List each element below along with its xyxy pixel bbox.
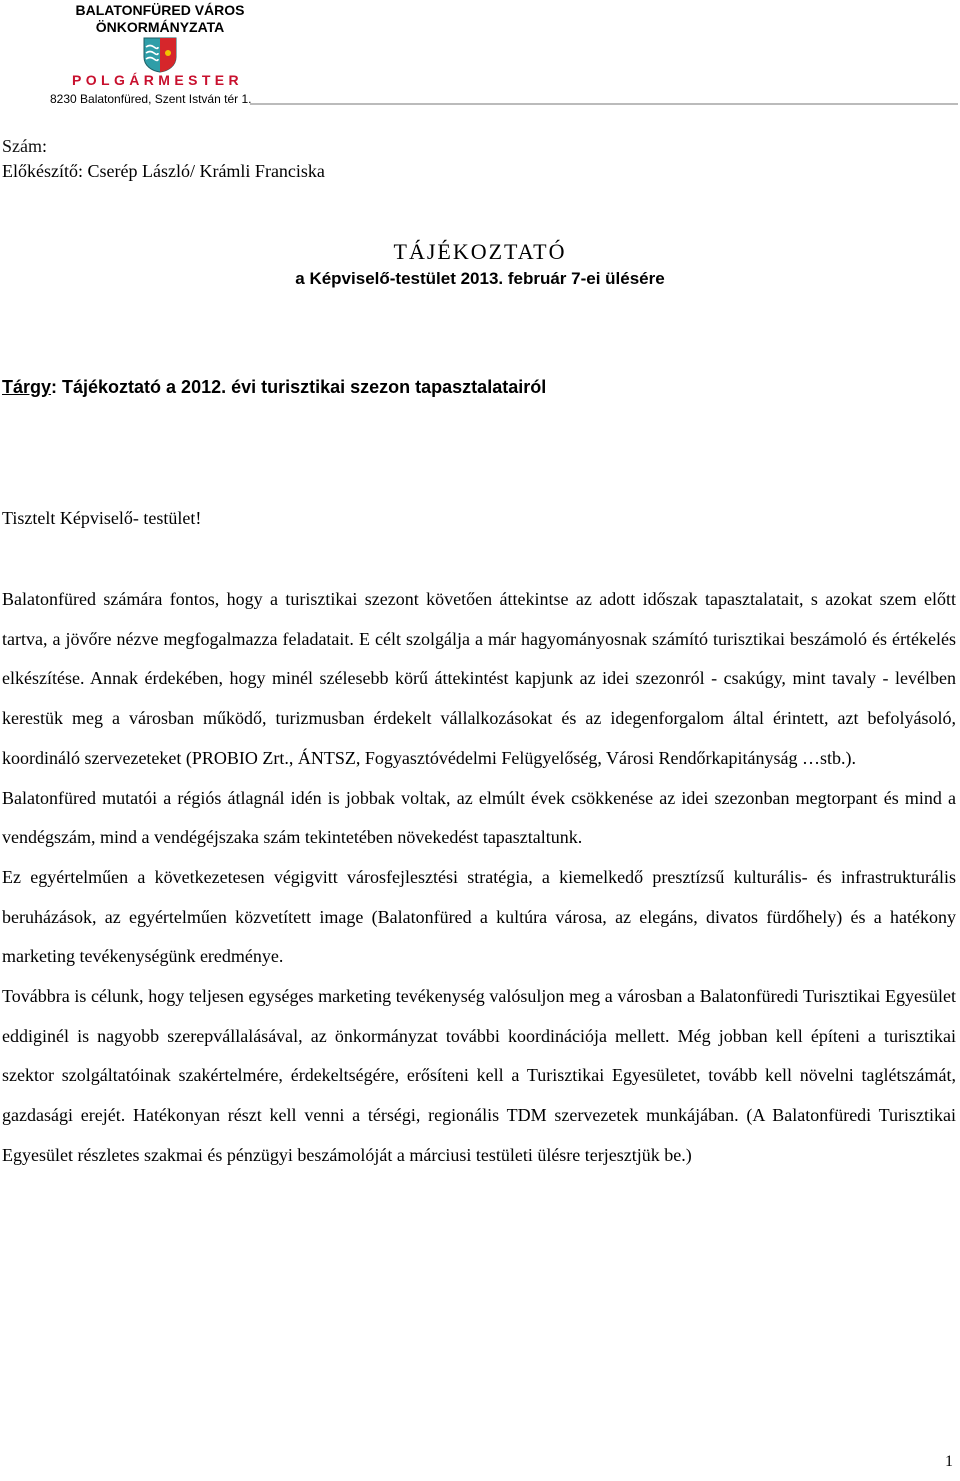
document-heading bbox=[0, 238, 960, 292]
preparer-label: Előkészítő bbox=[2, 161, 78, 181]
municipality-name-line2: ÖNKORMÁNYZATA bbox=[95, 19, 225, 35]
paragraph: Balatonfüred számára fontos, hogy a turisztikai szezont követően áttekintse az adott időszak tapasztalatait, s azokat szem előtt tartva, a jövőre nézve megfogalmazza feladatait. E célt szolgálja a már hagyományosnak számító turisztikai beszámoló és értékelés elkészítése. Annak érdekében, hogy minél szélesebb körű áttekintést kapjunk az idei szezonról - csakúgy, mint tavaly - levélben kerestük meg a városban működő, turizmusban érdekelt vállalkozásokat és az idegenforgalom által érintett, azt befolyásoló, koordináló szervezeteket (PROBIO Zrt., ÁNTSZ, Fogyasztóvédelmi Felügyelőség, Városi Rendőrkapitányság …stb.). bbox=[2, 589, 956, 768]
paragraph: Továbbra is célunk, hogy teljesen egységes marketing tevékenység valósuljon meg a városban a Balatonfüredi Turisztikai Egyesület eddiginél is nagyobb szerepvállalásával, az önkormányzat további koordinációja mellett. Még jobban kell építeni a turisztikai szektor szolgáltatóinak szakértelmére, érdekeltségére, erősíteni kell a Turisztikai Egyesületet, tovább kell növelni taglétszámát, gazdasági erejét. Hatékonyan részt kell venni a térségi, regionális TDM szervezetek munkájában. (A Balatonfüredi Turisztikai Egyesület részletes szakmai és pénzügyi beszámolóját a márciusi testületi ülésre terjesztjük be.) bbox=[2, 986, 956, 1165]
subject-label: Tárgy bbox=[2, 377, 52, 397]
preparer-value: : Cserép László/ Krámli Franciska bbox=[77, 161, 325, 181]
header-divider bbox=[250, 103, 958, 105]
document-title: TÁJÉKOZTATÓ bbox=[393, 239, 567, 264]
preparer-line bbox=[2, 160, 325, 182]
paragraph: Ez egyértelműen a következetesen végigvitt városfejlesztési stratégia, a kiemelkedő presztízsű kulturális- és infrastrukturális beruházások, az egyértelműen közvetített image (Balatonfüred a kultúra városa, az elegáns, divatos fürdőhely) és a hatékony marketing tevékenységünk eredménye. bbox=[2, 866, 956, 967]
municipality-name-line1: BALATONFÜRED VÁROS bbox=[75, 2, 245, 18]
reference-number-label: Szám bbox=[2, 136, 42, 156]
coat-of-arms-icon bbox=[143, 37, 177, 73]
letterhead bbox=[0, 0, 960, 110]
reference-number-line bbox=[2, 135, 47, 157]
subject-line bbox=[2, 377, 546, 398]
document-subtitle: a Képviselő-testület 2013. február 7-ei ülésére bbox=[295, 269, 665, 288]
office-address: 8230 Balatonfüred, Szent István tér 1. bbox=[50, 92, 252, 106]
subject-text: : Tájékoztató a 2012. évi turisztikai szezon tapasztalatairól bbox=[51, 377, 547, 397]
salutation: Tisztelt Képviselő- testület! bbox=[2, 508, 202, 528]
body-text bbox=[2, 580, 956, 1176]
paragraph: Balatonfüred mutatói a régiós átlagnál idén is jobbak voltak, az elmúlt évek csökkenése az idei szezonban megtorpant és mind a vendégszám, mind a vendégéjszaka szám tekintetében növekedést tapasztaltunk. bbox=[2, 787, 956, 848]
municipality-name bbox=[70, 2, 250, 36]
page-number: 1 bbox=[945, 1453, 953, 1470]
office-title: POLGÁRMESTER bbox=[72, 72, 244, 88]
reference-number-suffix: : bbox=[42, 136, 48, 156]
